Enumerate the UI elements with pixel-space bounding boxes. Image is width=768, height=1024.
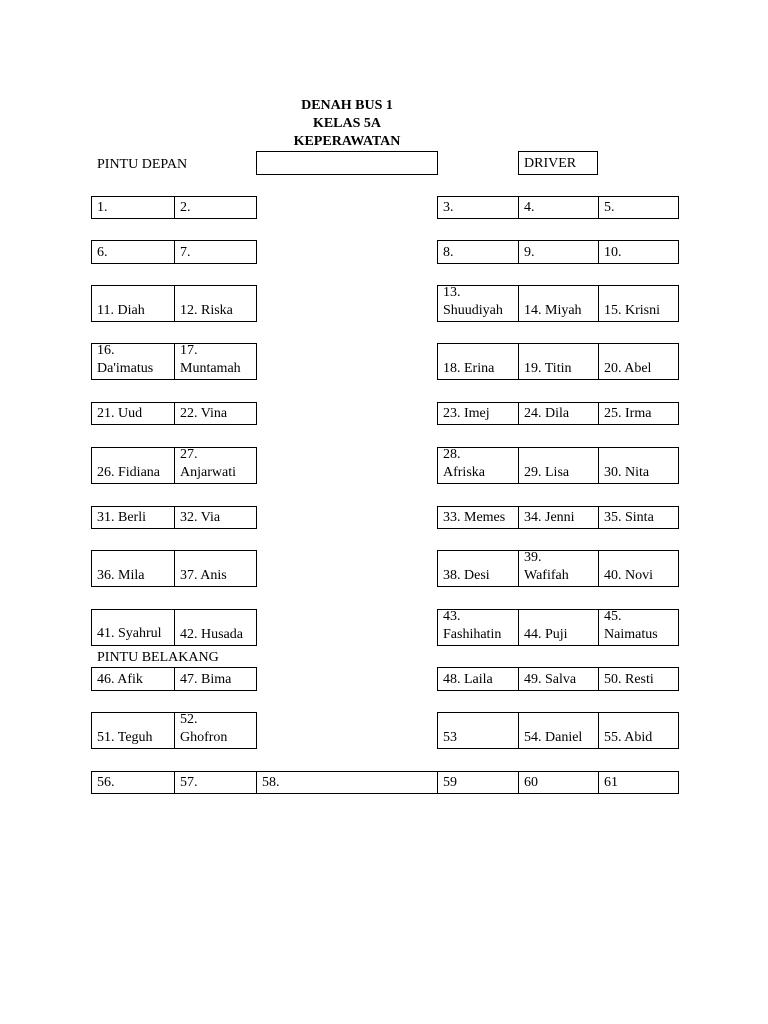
seat-label: 55. Abid (604, 730, 653, 745)
seat-46 (91, 667, 175, 691)
seat-label: 18. Erina (443, 361, 495, 376)
seat-47 (174, 667, 257, 691)
seat-26 (91, 447, 175, 484)
seat-label: 12. Riska (180, 303, 233, 318)
seat-label: 53 (443, 730, 457, 745)
seat-name: Afriska (443, 465, 485, 480)
seat-label: 11. Diah (97, 303, 145, 318)
seat-27 (174, 447, 257, 484)
seat-number: 52. (180, 712, 198, 727)
seat-10 (598, 240, 679, 264)
seat-label: 37. Anis (180, 568, 227, 583)
seat-label: 26. Fidiana (97, 465, 160, 480)
seat-45 (598, 609, 679, 646)
seat-number: 43. (443, 609, 461, 624)
seat-28 (437, 447, 519, 484)
seat-58 (256, 771, 438, 794)
seat-label: 42. Husada (180, 627, 243, 642)
seat-57 (174, 771, 257, 794)
seat-37 (174, 550, 257, 587)
seat-label: 4. (524, 200, 535, 215)
seat-label: 48. Laila (443, 672, 493, 687)
seat-44 (518, 609, 599, 646)
seat-name: Muntamah (180, 361, 241, 376)
seat-label: 50. Resti (604, 672, 654, 687)
seat-label: 60 (524, 775, 538, 790)
seat-42 (174, 609, 257, 646)
seat-label: 20. Abel (604, 361, 652, 376)
seat-number: 17. (180, 343, 198, 358)
seat-61 (598, 771, 679, 794)
seat-35 (598, 506, 679, 529)
seat-label: 56. (97, 775, 115, 790)
seat-54 (518, 712, 599, 749)
seat-label: 59 (443, 775, 457, 790)
seat-6 (91, 240, 175, 264)
seat-56 (91, 771, 175, 794)
seat-number: 28. (443, 447, 461, 462)
seat-34 (518, 506, 599, 529)
seat-49 (518, 667, 599, 691)
seat-label: 61 (604, 775, 618, 790)
seat-number: 39. (524, 550, 542, 565)
seat-label: 34. Jenni (524, 510, 575, 525)
seat-8 (437, 240, 519, 264)
seat-label: 9. (524, 245, 535, 260)
seat-label: 57. (180, 775, 198, 790)
front-door-label: PINTU DEPAN (97, 157, 188, 172)
seat-59 (437, 771, 519, 794)
seat-label: 14. Miyah (524, 303, 582, 318)
seat-17 (174, 343, 257, 380)
seat-label: 33. Memes (443, 510, 506, 525)
seat-name: Da'imatus (97, 361, 154, 376)
seat-name: Naimatus (604, 627, 658, 642)
seat-40 (598, 550, 679, 587)
seat-53 (437, 712, 519, 749)
seat-7 (174, 240, 257, 264)
title-line-1: DENAH BUS 1 (301, 98, 393, 113)
seat-label: 51. Teguh (97, 730, 153, 745)
back-door-label: PINTU BELAKANG (97, 650, 219, 665)
seat-33 (437, 506, 519, 529)
seat-51 (91, 712, 175, 749)
seat-label: 30. Nita (604, 465, 650, 480)
seat-number: 13. (443, 285, 461, 300)
seat-name: Anjarwati (180, 465, 236, 480)
seat-3 (437, 196, 519, 219)
seat-38 (437, 550, 519, 587)
seat-name: Ghofron (180, 730, 228, 745)
title-line-3: KEPERAWATAN (293, 134, 401, 149)
seat-19 (518, 343, 599, 380)
seat-1 (91, 196, 175, 219)
seat-label: 5. (604, 200, 615, 215)
seat-name: Fashihatin (443, 627, 502, 642)
seat-label: 32. Via (180, 510, 221, 525)
seat-label: 21. Uud (97, 406, 143, 421)
seat-4 (518, 196, 599, 219)
seat-52 (174, 712, 257, 749)
seat-9 (518, 240, 599, 264)
driver-label: DRIVER (524, 156, 577, 171)
seat-label: 36. Mila (97, 568, 145, 583)
seat-label: 29. Lisa (524, 465, 570, 480)
seat-12 (174, 285, 257, 322)
front-empty-text (262, 173, 432, 174)
seat-label: 19. Titin (524, 361, 572, 376)
seat-label: 22. Vina (180, 406, 228, 421)
seat-number: 16. (97, 343, 115, 358)
seat-label: 54. Daniel (524, 730, 583, 745)
seat-label: 10. (604, 245, 622, 260)
seat-60 (518, 771, 599, 794)
seat-50 (598, 667, 679, 691)
seat-number: 27. (180, 447, 198, 462)
seat-55 (598, 712, 679, 749)
seat-label: 40. Novi (604, 568, 653, 583)
seat-label: 7. (180, 245, 191, 260)
seat-label: 6. (97, 245, 108, 260)
seat-2 (174, 196, 257, 219)
seat-label: 8. (443, 245, 454, 260)
seat-label: 2. (180, 200, 191, 215)
seat-label: 25. Irma (604, 406, 652, 421)
seat-label: 35. Sinta (604, 510, 654, 525)
seat-label: 44. Puji (524, 627, 568, 642)
seat-41 (91, 609, 175, 646)
seat-24 (518, 402, 599, 425)
seat-16 (91, 343, 175, 380)
seat-14 (518, 285, 599, 322)
seat-23 (437, 402, 519, 425)
seat-label: 15. Krisni (604, 303, 660, 318)
driver-box (518, 151, 598, 175)
front-empty-box (256, 151, 438, 175)
seat-number: 45. (604, 609, 622, 624)
seat-label: 46. Afik (97, 672, 143, 687)
seat-25 (598, 402, 679, 425)
seat-36 (91, 550, 175, 587)
title-line-2: KELAS 5A (312, 116, 382, 131)
seat-30 (598, 447, 679, 484)
seat-11 (91, 285, 175, 322)
seat-18 (437, 343, 519, 380)
seat-29 (518, 447, 599, 484)
seat-label: 49. Salva (524, 672, 577, 687)
seat-32 (174, 506, 257, 529)
seat-label: 58. (262, 775, 280, 790)
seat-label: 3. (443, 200, 454, 215)
seat-label: 38. Desi (443, 568, 490, 583)
seat-22 (174, 402, 257, 425)
seat-name: Wafifah (524, 568, 569, 583)
seat-13 (437, 285, 519, 322)
seat-43 (437, 609, 519, 646)
seat-31 (91, 506, 175, 529)
seat-48 (437, 667, 519, 691)
seat-label: 24. Dila (524, 406, 570, 421)
seat-label: 31. Berli (97, 510, 146, 525)
seat-15 (598, 285, 679, 322)
seat-5 (598, 196, 679, 219)
seat-label: 47. Bima (180, 672, 232, 687)
seat-name: Shuudiyah (443, 303, 503, 318)
seat-label: 23. Imej (443, 406, 490, 421)
seat-20 (598, 343, 679, 380)
seat-39 (518, 550, 599, 587)
seat-label: 41. Syahrul (97, 626, 162, 641)
seat-21 (91, 402, 175, 425)
seat-label: 1. (97, 200, 108, 215)
